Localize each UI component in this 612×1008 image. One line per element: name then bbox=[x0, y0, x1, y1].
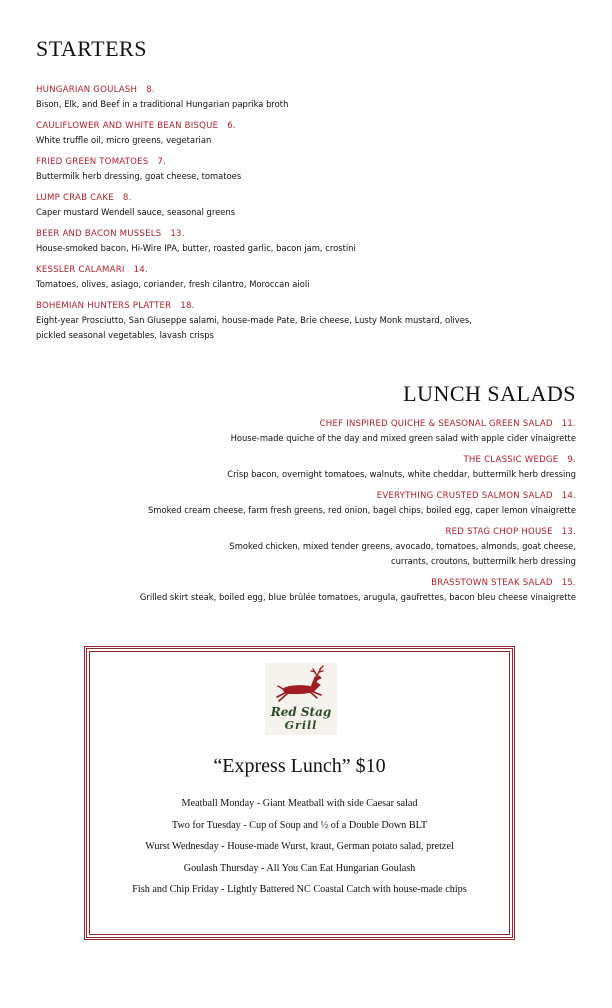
menu-item-name: RED STAG CHOP HOUSE bbox=[445, 527, 553, 537]
menu-item-price: 13. bbox=[561, 527, 576, 537]
menu-item bbox=[36, 228, 556, 256]
menu-item-description: White truffle oil, micro greens, vegetarian bbox=[36, 135, 212, 145]
express-lunch-day: Wurst Wednesday - House-made Wurst, kraut, German potato salad, pretzel bbox=[145, 841, 454, 852]
menu-item-price: 8. bbox=[122, 193, 132, 203]
menu-item-name: THE CLASSIC WEDGE bbox=[463, 455, 559, 465]
menu-item bbox=[56, 577, 576, 605]
menu-item-heading bbox=[36, 84, 556, 97]
menu-item-heading bbox=[56, 490, 576, 503]
menu-item-name: BRASSTOWN STEAK SALAD bbox=[431, 578, 553, 588]
menu-item-description: Smoked cream cheese, farm fresh greens, red onion, bagel chips, boiled egg, caper lemon vinaigrette bbox=[147, 505, 576, 515]
menu-item-heading bbox=[56, 418, 576, 431]
menu-item-price: 11. bbox=[561, 419, 576, 429]
menu-item-price: 18. bbox=[180, 301, 195, 311]
menu-item-heading bbox=[36, 120, 556, 133]
starters-list bbox=[36, 84, 556, 351]
menu-item-name: CAULIFLOWER AND WHITE BEAN BISQUE bbox=[36, 121, 219, 131]
menu-item-description: House-smoked bacon, Hi-Wire IPA, butter, roasted garlic, bacon jam, crostini bbox=[36, 243, 356, 253]
menu-item-price: 13. bbox=[170, 229, 185, 239]
menu-item-description: pickled seasonal vegetables, lavash crisps bbox=[36, 330, 214, 340]
express-lunch-day: Goulash Thursday - All You Can Eat Hungarian Goulash bbox=[183, 862, 416, 874]
stag-icon bbox=[265, 663, 337, 707]
menu-item-description: House-made quiche of the day and mixed green salad with apple cider vinaigrette bbox=[230, 433, 576, 443]
menu-item-description: Crisp bacon, overnight tomatoes, walnuts, white cheddar, buttermilk herb dressing bbox=[227, 469, 576, 479]
menu-item bbox=[56, 454, 576, 482]
lunch-salads-heading: LUNCH SALADS bbox=[403, 381, 576, 406]
menu-item-description: Eight-year Prosciutto, San Giuseppe salami, house-made Pate, Brie cheese, Lusty Monk mustard, olives, bbox=[36, 315, 472, 325]
menu-item-name: CHEF INSPIRED QUICHE & SEASONAL GREEN SALAD bbox=[319, 419, 553, 429]
menu-item-description: Grilled skirt steak, boiled egg, blue brûlée tomatoes, arugula, gaufrettes, bacon bleu cheese vinaigrette bbox=[139, 592, 576, 602]
starters-heading: STARTERS bbox=[36, 36, 147, 61]
menu-item-heading bbox=[36, 192, 556, 205]
logo-text-red-stag: Red Stag bbox=[270, 705, 332, 719]
express-lunch-day: Two for Tuesday - Cup of Soup and ½ of a Double Down BLT bbox=[171, 819, 428, 831]
menu-item-price: 7. bbox=[157, 157, 167, 167]
menu-item bbox=[36, 264, 556, 292]
menu-item bbox=[36, 120, 556, 148]
menu-item-description: Bison, Elk, and Beef in a traditional Hungarian paprika broth bbox=[36, 99, 289, 109]
menu-item-price: 15. bbox=[561, 578, 576, 588]
menu-item-price: 9. bbox=[567, 455, 576, 465]
menu-item-price: 8. bbox=[146, 85, 155, 95]
menu-item-heading bbox=[36, 228, 556, 241]
menu-item-heading bbox=[36, 264, 556, 277]
menu-item-name: HUNGARIAN GOULASH bbox=[36, 85, 138, 95]
menu-item-name: BOHEMIAN HUNTERS PLATTER bbox=[36, 301, 172, 311]
menu-item-heading bbox=[56, 577, 576, 590]
logo-text-grill: Grill bbox=[284, 719, 318, 732]
menu-item-description: Tomatoes, olives, asiago, coriander, fresh cilantro, Moroccan aioli bbox=[36, 279, 310, 289]
menu-item bbox=[36, 156, 556, 184]
menu-item-heading bbox=[36, 156, 556, 169]
menu-item-description: Caper mustard Wendell sauce, seasonal greens bbox=[36, 207, 236, 217]
express-lunch-day: Meatball Monday - Giant Meatball with side Caesar salad bbox=[181, 798, 418, 809]
menu-item bbox=[56, 418, 576, 446]
red-stag-grill-logo bbox=[265, 663, 337, 735]
menu-item bbox=[36, 192, 556, 220]
menu-item-name: FRIED GREEN TOMATOES bbox=[36, 157, 149, 167]
menu-item-description: Smoked chicken, mixed tender greens, avocado, tomatoes, almonds, goat cheese, bbox=[229, 541, 576, 551]
express-lunch-box bbox=[84, 646, 515, 940]
menu-item-price: 6. bbox=[227, 121, 236, 131]
express-lunch-day: Fish and Chip Friday - Lightly Battered NC Coastal Catch with house-made chips bbox=[132, 884, 467, 895]
menu-item-description: currants, croutons, buttermilk herb dressing bbox=[390, 556, 576, 566]
menu-item-description: Buttermilk herb dressing, goat cheese, tomatoes bbox=[36, 171, 242, 181]
menu-item-name: LUMP CRAB CAKE bbox=[36, 193, 114, 203]
menu-item-heading bbox=[56, 526, 576, 539]
menu-item-heading bbox=[56, 454, 576, 467]
menu-item bbox=[36, 84, 556, 112]
menu-item-heading bbox=[36, 300, 556, 313]
menu-item bbox=[56, 490, 576, 518]
menu-item-price: 14. bbox=[133, 265, 148, 275]
express-lunch-title: “Express Lunch” $10 bbox=[213, 755, 386, 777]
lunch-salads-list bbox=[56, 418, 576, 613]
menu-item-price: 14. bbox=[561, 491, 576, 501]
menu-item-name: KESSLER CALAMARI bbox=[36, 265, 125, 275]
menu-item-name: EVERYTHING CRUSTED SALMON SALAD bbox=[376, 491, 553, 501]
menu-item bbox=[56, 526, 576, 569]
menu-item bbox=[36, 300, 556, 343]
express-lunch-list bbox=[87, 793, 512, 901]
menu-item-name: BEER AND BACON MUSSELS bbox=[36, 229, 162, 239]
